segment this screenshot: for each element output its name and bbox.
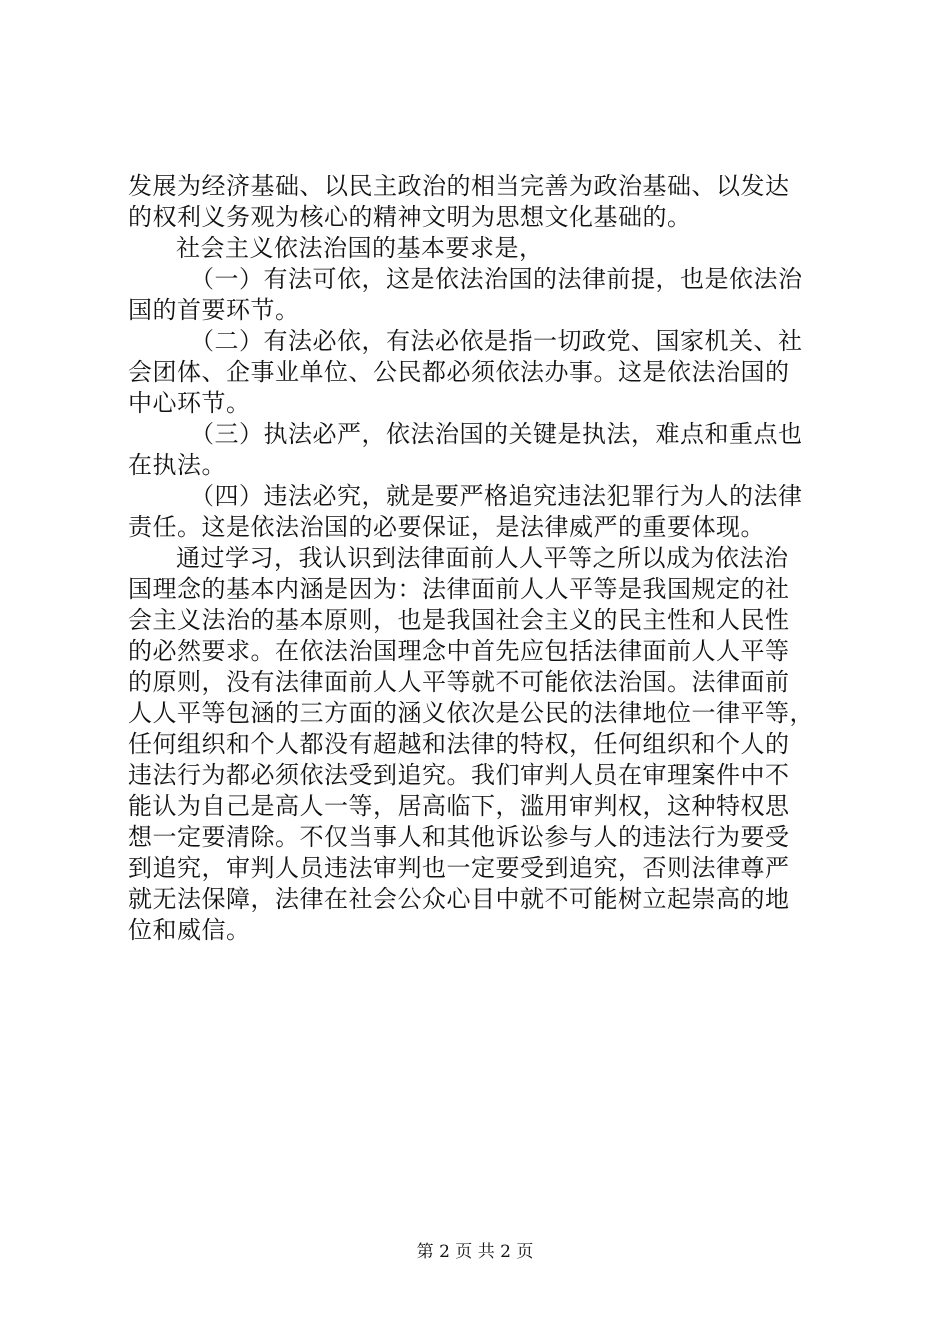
text-line: 位和威信。: [128, 916, 251, 944]
text-line: 违法行为都必须依法受到追究。我们审判人员在审理案件中不: [128, 761, 790, 789]
text-line: 的权利义务观为核心的精神文明为思想文化基础的。: [128, 203, 692, 231]
text-line: 任何组织和个人都没有超越和法律的特权，任何组织和个人的: [128, 730, 790, 758]
text-line: （三）执法必严，依法治国的关键是执法，难点和重点也: [190, 420, 803, 448]
text-line: 国理念的基本内涵是因为：法律面前人人平等是我国规定的社: [128, 575, 790, 603]
text-line: 到追究，审判人员违法审判也一定要受到追究，否则法律尊严: [128, 854, 790, 882]
text-line: 想一定要清除。不仅当事人和其他诉讼参与人的违法行为要受: [128, 823, 790, 851]
text-line: 人人平等包涵的三方面的涵义依次是公民的法律地位一律平等，: [128, 699, 814, 727]
text-line: 能认为自己是高人一等，居高临下，滥用审判权，这种特权思: [128, 792, 790, 820]
document-body: [128, 171, 840, 946]
page-footer: 第 2 页 共 2 页: [416, 1242, 534, 1262]
text-line: 的必然要求。在依法治国理念中首先应包括法律面前人人平等: [128, 637, 790, 665]
text-line: 的原则，没有法律面前人人平等就不可能依法治国。法律面前: [128, 668, 790, 696]
text-line: 会团体、企事业单位、公民都必须依法办事。这是依法治国的: [128, 358, 790, 386]
text-line: 国的首要环节。: [128, 296, 300, 324]
text-line: （四）违法必究，就是要严格追究违法犯罪行为人的法律: [190, 482, 803, 510]
text-line: 会主义法治的基本原则，也是我国社会主义的民主性和人民性: [128, 606, 790, 634]
text-line: 通过学习，我认识到法律面前人人平等之所以成为依法治: [176, 544, 789, 572]
text-line: 发展为经济基础、以民主政治的相当完善为政治基础、以发达: [128, 172, 790, 200]
text-line: （二）有法必依，有法必依是指一切政党、国家机关、社: [190, 327, 803, 355]
text-line: 责任。这是依法治国的必要保证，是法律威严的重要体现。: [128, 513, 765, 541]
text-line: 中心环节。: [128, 389, 251, 417]
text-line: 在执法。: [128, 451, 226, 479]
text-line: 社会主义依法治国的基本要求是，: [176, 234, 544, 262]
text-line: 就无法保障，法律在社会公众心目中就不可能树立起崇高的地: [128, 885, 790, 913]
text-line: （一）有法可依，这是依法治国的法律前提，也是依法治: [190, 265, 803, 293]
